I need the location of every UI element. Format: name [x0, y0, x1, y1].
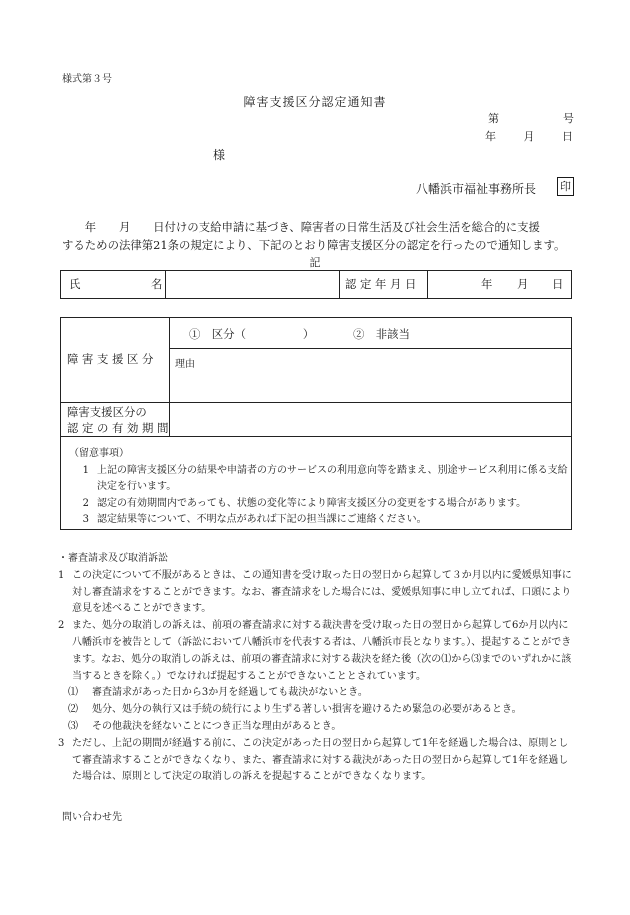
issue-date-line — [485, 128, 573, 144]
intro-paragraph — [62, 218, 572, 254]
intro-line-2: するための法律第21条の規定により、下記のとおり障害支援区分の認定を行ったので通知します。 — [62, 238, 566, 252]
list-item: 1 上記の障害支援区分の結果や申請者の方のサービスの利用意向等を踏まえ、別途サービス利用に係る支給決定を行います。 — [82, 464, 568, 492]
divider — [339, 271, 340, 298]
divider — [169, 348, 571, 349]
name-label-2: 名 — [151, 277, 163, 291]
appeal-section — [58, 551, 574, 786]
classification-table — [60, 317, 572, 530]
issue-day: 日 — [562, 130, 573, 143]
cert-day: 日 — [552, 277, 564, 291]
divider — [61, 436, 571, 437]
divider — [165, 271, 166, 298]
number-prefix: 第 — [488, 112, 499, 125]
number-suffix: 号 — [563, 112, 574, 125]
recipient-honorific: 様 — [213, 148, 226, 162]
issue-year: 年 — [485, 130, 496, 143]
name-date-table — [60, 270, 572, 299]
document-number-line — [488, 110, 574, 126]
ki-heading: 記 — [309, 256, 321, 269]
issue-month: 月 — [523, 130, 535, 143]
divider — [61, 402, 571, 403]
list-item: 3 認定結果等について、不明な点があれば下記の担当課にご連絡ください。 — [82, 514, 427, 525]
classification-option-1: ① 区分（ ） — [189, 327, 315, 341]
issuer-name: 八幡浜市福祉事務所長 — [416, 182, 537, 196]
cert-month: 月 — [517, 277, 529, 291]
name-label-1: 氏 — [69, 277, 81, 291]
form-number: 様式第３号 — [62, 74, 112, 85]
contact-label: 問い合わせ先 — [62, 812, 122, 823]
classification-label: 障 害 支 援 区 分 — [67, 352, 154, 366]
cert-date-label: 認 定 年 月 日 — [345, 277, 417, 291]
document-title: 障害支援区分認定通知書 — [243, 95, 387, 109]
list-item: ⑵ 処分、処分の執行又は手続の続行により生ずる著しい損害を避けるため緊急の必要があるとき。 — [68, 704, 522, 716]
list-item: 2 認定の有効期間内であっても、状態の変化等により障害支援区分の変更をする場合があります。 — [82, 497, 527, 509]
appeal-heading: ・審査請求及び取消訴訟 — [58, 553, 168, 564]
classification-option-2: ② 非該当 — [353, 327, 410, 341]
notes-heading: （留意事項） — [69, 448, 129, 459]
list-item: 3 ただし、上記の期間が経過する前に、この決定があった日の翌日から起算して1年を経過した場合は、原則として審査請求することができなくなり、また、審査請求に対する裁決があった日の翌日から起算して1年を経過した場合は、原則として決定の取消しの訴えを提起することができなくなります。 — [58, 737, 569, 783]
seal-stamp: 印 — [557, 177, 574, 196]
divider — [169, 318, 170, 436]
list-item: ⑴ 審査請求があった日から3か月を経過しても裁決がないとき。 — [68, 687, 368, 699]
list-item: 2 また、処分の取消しの訴えは、前項の審査請求に対する裁決書を受け取った日の翌日から起算して6か月以内に八幡浜市を被告として（訴訟において八幡浜市を代表する者は、八幡浜市長となります。）、提起することができます。なお、処分の取消しの訴えは、前項の審査請求に対する裁決を経た後（次の⑴から⑶までのいずれかに該当するときを除く。）でなければ提起することができないこととされています。 — [58, 620, 572, 682]
notes-section — [69, 446, 569, 529]
validity-label-2: 認 定 の 有 効 期 間 — [67, 421, 169, 435]
intro-line-1: 年 月 日付けの支給申請に基づき、障害者の日常生活及び社会生活を総合的に支援 — [62, 220, 540, 234]
reason-label: 理由 — [175, 359, 195, 370]
list-item: ⑶ その他裁決を経ないことにつき正当な理由があるとき。 — [68, 720, 342, 732]
list-item: 1 この決定について不服があるときは、この通知書を受け取った日の翌日から起算して３か月以内に愛媛県知事に対し審査請求をすることができます。なお、審査請求をした場合には、愛媛県知事に申し立てれば、口頭により意見を述べることができます。 — [58, 569, 572, 615]
cert-year: 年 — [481, 277, 493, 291]
validity-label-1: 障害支援区分の — [67, 405, 147, 419]
divider — [427, 271, 428, 298]
